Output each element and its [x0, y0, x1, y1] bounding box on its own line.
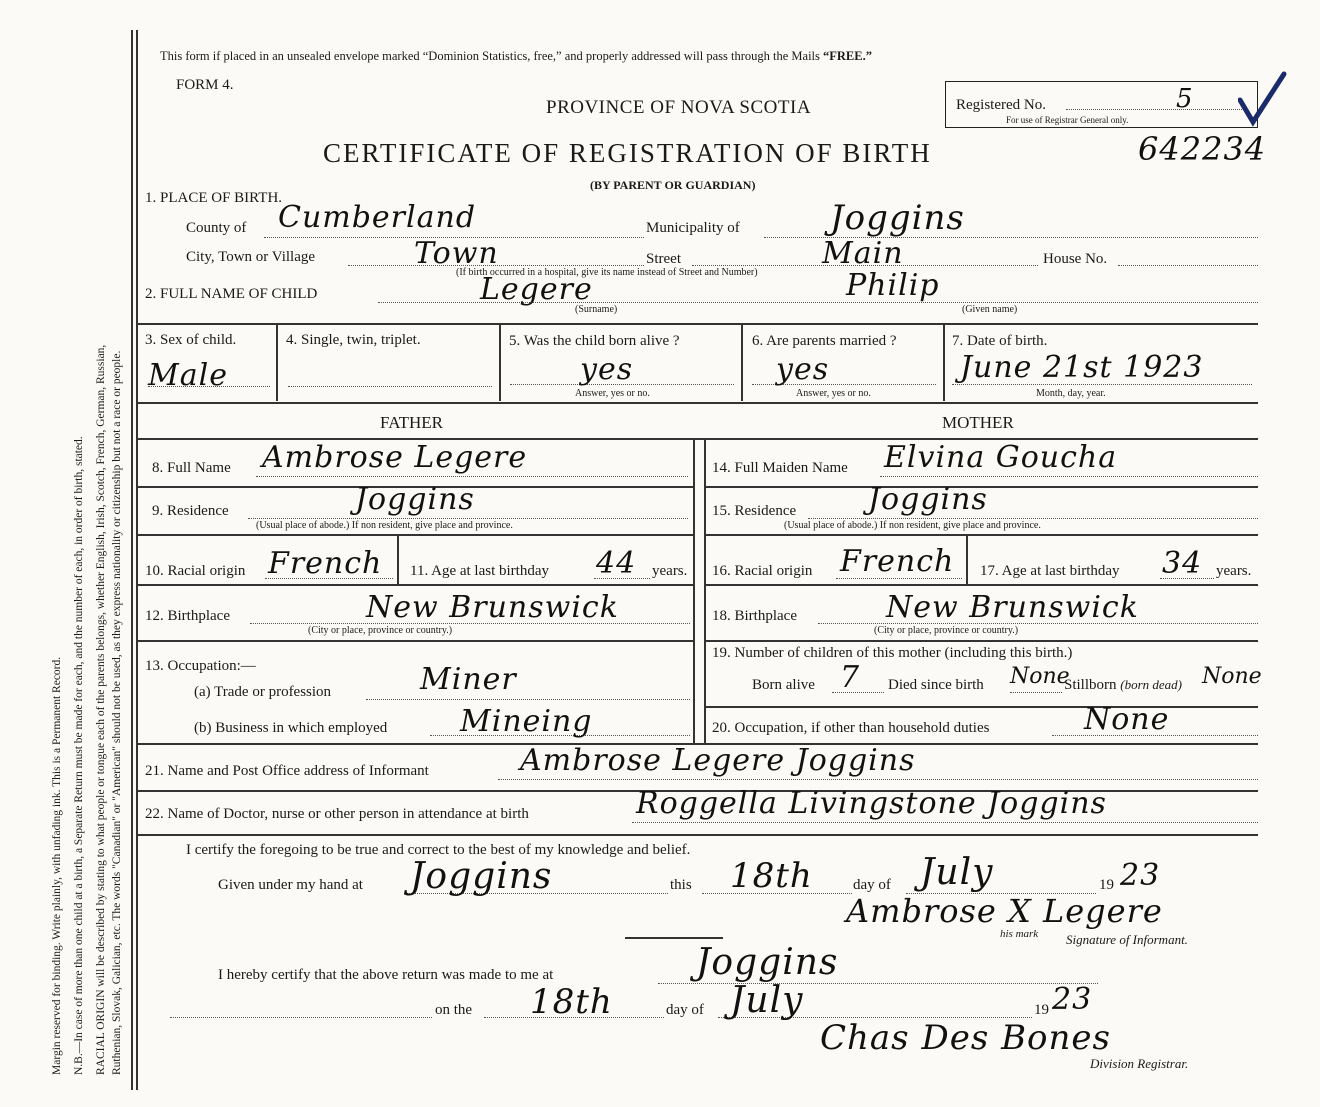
form-number: FORM 4.: [176, 77, 234, 93]
mother-row19-border: [704, 706, 1258, 708]
mother-children-label: 19. Number of children of this mother (including this birth.): [712, 645, 1073, 661]
father-mother-divider-left: [693, 438, 695, 743]
plurality-line: [288, 386, 492, 387]
city-value: Town: [414, 236, 499, 271]
died-line: [1010, 692, 1062, 693]
row3-divider-1: [276, 323, 278, 401]
informant-value: Ambrose Legere Joggins: [520, 743, 916, 778]
mother-residence-label: 15. Residence: [712, 503, 797, 519]
dob-caption: Month, day, year.: [1036, 388, 1106, 399]
given-place-value: Joggins: [410, 856, 553, 897]
father-trade-label: (a) Trade or profession: [194, 684, 332, 700]
registered-mark: 5: [1176, 84, 1193, 114]
mother-residence-line: [808, 518, 1258, 519]
father-name-value: Ambrose Legere: [262, 440, 528, 475]
month-value: July: [920, 852, 994, 893]
registered-box: [945, 81, 1258, 128]
on-the-label: on the: [435, 1002, 473, 1018]
married-label: 6. Are parents married ?: [752, 333, 897, 349]
county-label: County of: [186, 220, 247, 236]
stillborn-value: None: [1202, 664, 1262, 689]
father-row9-border: [137, 534, 693, 536]
province-title: PROVINCE OF NOVA SCOTIA: [546, 97, 812, 118]
born-alive-value: yes: [580, 352, 634, 387]
row3-bottom-border: [137, 402, 1258, 404]
father-abode-note: (Usual place of abode.) If non resident, give place and province.: [256, 520, 513, 531]
father-residence-line: [248, 518, 688, 519]
born-alive-label: 5. Was the child born alive ?: [509, 333, 680, 349]
informant-line: [498, 779, 1258, 780]
mother-racial-label: 16. Racial origin: [712, 563, 813, 579]
mother-name-line: [880, 476, 1258, 477]
row3-divider-3: [741, 323, 743, 401]
mother-occupation-label: 20. Occupation, if other than household duties: [712, 720, 990, 736]
mother-heading: MOTHER: [942, 413, 1014, 432]
registrar-certify-text: I hereby certify that the above return was made to me at: [218, 967, 554, 983]
certify-text: I certify the foregoing to be true and correct to the best of my knowledge and belief.: [186, 842, 691, 858]
doctor-line: [632, 822, 1258, 823]
registrar-caption: Division Registrar.: [1090, 1056, 1189, 1071]
father-business-label: (b) Business in which employed: [194, 720, 388, 736]
given-caption: (Given name): [962, 304, 1018, 315]
mother-birthplace-value: New Brunswick: [886, 590, 1139, 625]
checkmark-icon: [1238, 70, 1288, 135]
mother-years-label: years.: [1216, 563, 1252, 579]
stillborn-label: [1064, 677, 1182, 694]
child-surname-value: Legere: [480, 272, 593, 307]
county-value: Cumberland: [278, 200, 477, 235]
born-alive-count-label: Born alive: [752, 677, 815, 693]
house-line: [1118, 265, 1258, 266]
father-racial-divider: [397, 534, 399, 584]
married-caption: Answer, yes or no.: [796, 388, 871, 399]
born-alive-count-value: 7: [840, 660, 861, 695]
mother-birthplace-label: 18. Birthplace: [712, 608, 797, 624]
certificate-subtitle: (BY PARENT OR GUARDIAN): [590, 178, 756, 192]
registration-number: 642234: [1138, 130, 1267, 168]
certificate-title: CERTIFICATE OF REGISTRATION OF BIRTH: [323, 138, 932, 168]
mother-row15-border: [704, 534, 1258, 536]
father-age-value: 44: [596, 546, 637, 581]
informant-label: 21. Name and Post Office address of Informant: [145, 763, 429, 779]
father-birthplace-label: 12. Birthplace: [145, 608, 230, 624]
house-label: House No.: [1043, 251, 1108, 267]
registered-dots: [1066, 109, 1246, 110]
father-mother-divider-right: [704, 438, 706, 743]
registrar-month-value: July: [730, 980, 804, 1021]
child-name-label: 2. FULL NAME OF CHILD: [145, 286, 318, 302]
mother-row16-border: [704, 584, 1258, 586]
sex-line: [148, 386, 270, 387]
father-trade-value: Miner: [420, 662, 517, 697]
stillborn-label-text: Stillborn: [1064, 677, 1117, 693]
mother-age-label: 17. Age at last birthday: [980, 563, 1120, 579]
registered-note: For use of Registrar General only.: [1006, 115, 1129, 125]
plurality-label: 4. Single, twin, triplet.: [286, 332, 421, 348]
father-birthplace-value: New Brunswick: [366, 590, 619, 625]
father-residence-value: Joggins: [355, 482, 475, 517]
married-value: yes: [776, 352, 830, 387]
row3-divider-2: [499, 323, 501, 401]
father-years-label: years.: [652, 563, 688, 579]
municipality-label: Municipality of: [646, 220, 740, 236]
margin-note-binding: Margin reserved for binding. Write plainly, with unfading ink. This is a Permanent Record.: [51, 656, 63, 1075]
mother-racial-divider: [966, 534, 968, 584]
place-of-birth-heading: 1. PLACE OF BIRTH.: [145, 190, 283, 206]
margin-border-outer: [131, 30, 133, 1090]
hospital-note: (If birth occurred in a hospital, give its name instead of Street and Number): [456, 267, 758, 278]
doctor-value: Roggella Livingstone Joggins: [636, 786, 1107, 821]
street-value: Main: [822, 236, 904, 271]
registrar-day-value: 18th: [530, 982, 613, 1022]
born-alive-caption: Answer, yes or no.: [575, 388, 650, 399]
mail-notice: This form if placed in an unsealed envelope marked “Dominion Statistics, free,” and properly addressed will pass through the Mails “FREE.”: [160, 49, 872, 63]
registrar-place-value: Joggins: [696, 942, 839, 983]
doctor-label: 22. Name of Doctor, nurse or other person in attendance at birth: [145, 806, 529, 822]
margin-note-racial-origin: RACIAL ORIGIN will be described by stating to what people or tongue each of the parents belongs, whether English, Irish, Scotch, French, German, Russian,: [95, 344, 107, 1075]
given-label: Given under my hand at: [218, 877, 363, 893]
municipality-value: Joggins: [830, 198, 965, 238]
mother-name-value: Elvina Goucha: [884, 440, 1118, 475]
registrar-year-value: 23: [1052, 982, 1093, 1017]
father-name-line: [256, 476, 688, 477]
margin-border-inner: [136, 30, 138, 1090]
child-given-value: Philip: [846, 268, 940, 303]
father-age-label: 11. Age at last birthday: [410, 563, 549, 579]
street-label: Street: [646, 251, 681, 267]
father-name-label: 8. Full Name: [152, 460, 231, 476]
died-value: None: [1010, 664, 1070, 689]
his-mark: his mark: [1000, 928, 1039, 940]
registrar-place-line: [658, 983, 1098, 984]
died-label: Died since birth: [888, 677, 984, 693]
father-racial-label: 10. Racial origin: [145, 563, 246, 579]
registrar-day-of-label: day of: [666, 1002, 704, 1018]
father-row12-border: [137, 640, 693, 642]
stillborn-note: (born dead): [1120, 677, 1183, 692]
father-birthplace-note: (City or place, province or country.): [308, 625, 453, 636]
row3-top-border: [137, 323, 1258, 325]
certification-separator: [625, 937, 723, 939]
day-of-label: day of: [853, 877, 891, 893]
signature-caption: Signature of Informant.: [1066, 932, 1188, 947]
mother-abode-note: (Usual place of abode.) If non resident, give place and province.: [784, 520, 1041, 531]
mother-birthplace-note: (City or place, province or country.): [874, 625, 1019, 636]
surname-caption: (Surname): [575, 304, 618, 315]
mother-name-label: 14. Full Maiden Name: [712, 460, 848, 476]
father-residence-label: 9. Residence: [152, 503, 229, 519]
informant-signature: Ambrose X Legere: [846, 892, 1163, 930]
year-value: 23: [1120, 858, 1161, 893]
row3-divider-4: [943, 323, 945, 401]
father-occupation-label: 13. Occupation:—: [145, 658, 256, 674]
sex-label: 3. Sex of child.: [145, 332, 237, 348]
father-trade-line: [366, 699, 690, 700]
mother-age-value: 34: [1162, 546, 1203, 581]
this-label: this: [670, 877, 692, 893]
mother-occupation-value: None: [1084, 702, 1170, 737]
day-value: 18th: [730, 856, 813, 896]
dob-label: 7. Date of birth.: [952, 333, 1048, 349]
father-racial-value: French: [268, 546, 383, 581]
father-row10-border: [137, 584, 693, 586]
year-prefix: 19: [1099, 877, 1114, 893]
father-business-value: Mineing: [460, 704, 593, 739]
registrar-on-line: [170, 1017, 432, 1018]
mother-residence-value: Joggins: [868, 482, 988, 517]
margin-note-nationality: Ruthenian, Slovak, Galician, etc. The words "Canadian" or "American" should not be used, as they express nationality or citizenship but not a race or people.: [111, 350, 123, 1075]
city-label: City, Town or Village: [186, 249, 316, 265]
registrar-year-prefix: 19: [1034, 1002, 1049, 1018]
dob-value: June 21st 1923: [960, 350, 1204, 385]
sex-value: Male: [148, 358, 228, 393]
registrar-signature: Chas Des Bones: [820, 1018, 1111, 1058]
mother-racial-value: French: [840, 544, 955, 579]
father-heading: FATHER: [380, 413, 443, 432]
doctor-border: [137, 834, 1258, 836]
mother-row18-border: [704, 640, 1258, 642]
margin-note-multiple-births: N.B.—In case of more than one child at a birth, a Separate Return must be made for each, and the number of each, in order of birth, stated.: [73, 436, 85, 1075]
registered-label: Registered No.: [956, 97, 1046, 113]
